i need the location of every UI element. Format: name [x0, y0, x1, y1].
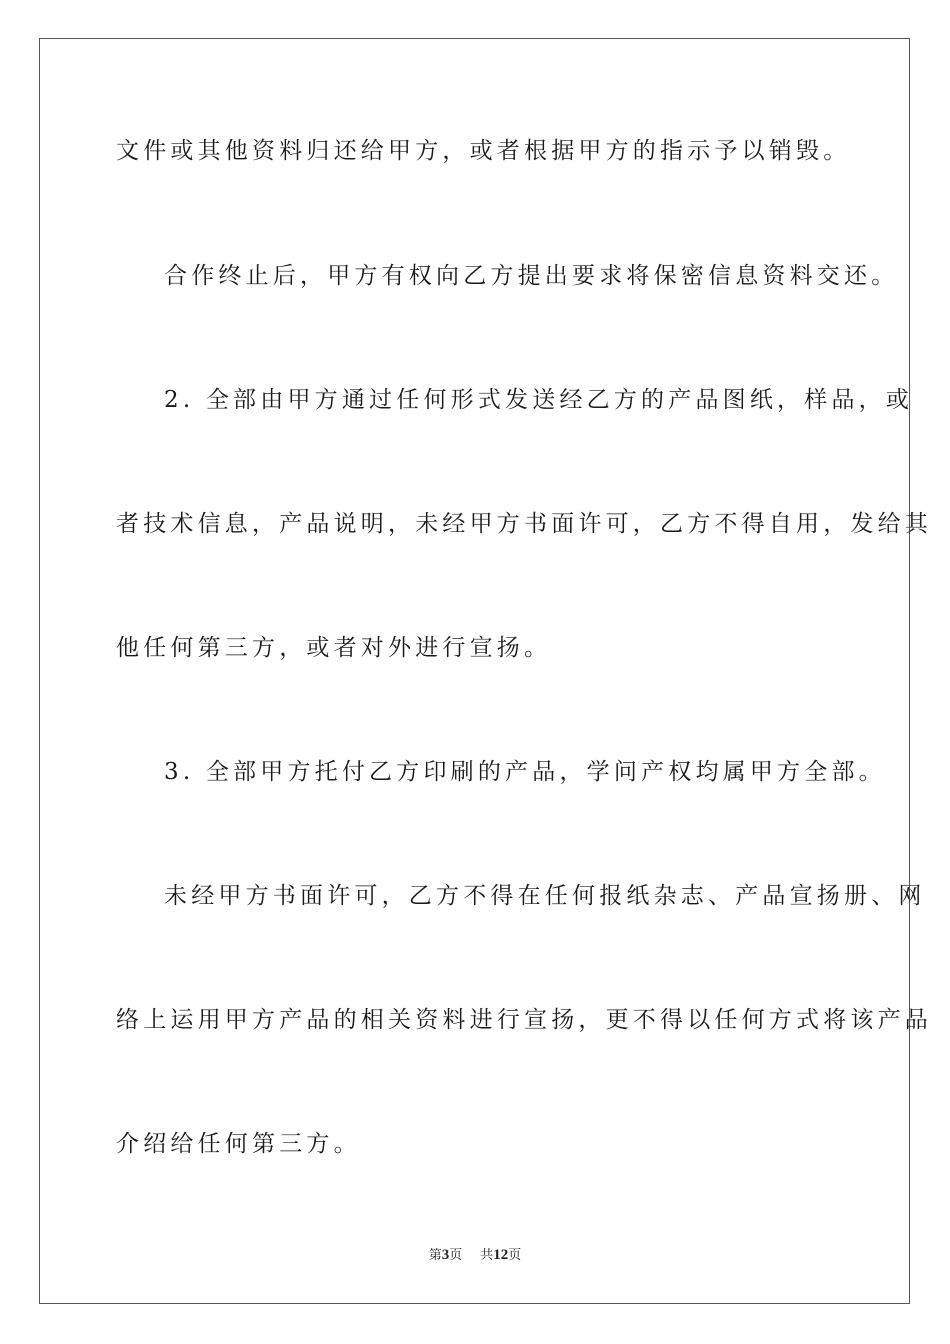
paragraph-line: 者技术信息，产品说明，未经甲方书面许可，乙方不得自用，发给其 — [116, 511, 932, 537]
paragraph-line: 2. 全部由甲方通过任何形式发送经乙方的产品图纸，样品，或 — [164, 387, 914, 413]
paragraph-line: 文件或其他资料归还给甲方，或者根据甲方的指示予以销毁。 — [116, 138, 851, 164]
paragraph-line: 络上运用甲方产品的相关资料进行宣扬，更不得以任何方式将该产品 — [116, 1007, 932, 1033]
paragraph-line: 未经甲方书面许可，乙方不得在任何报纸杂志、产品宣扬册、网 — [164, 883, 926, 909]
paragraph-line: 3. 全部甲方托付乙方印刷的产品，学问产权均属甲方全部。 — [164, 759, 886, 785]
page-border — [39, 38, 932, 1304]
page-suffix: 页 — [449, 1248, 463, 1263]
current-page-number: 3 — [441, 1247, 450, 1263]
total-prefix: 共 — [480, 1248, 494, 1263]
page-footer — [0, 1246, 950, 1265]
page-prefix: 第 — [428, 1248, 442, 1263]
total-pages-number: 12 — [493, 1247, 509, 1263]
paragraph-line: 合作终止后，甲方有权向乙方提出要求将保密信息资料交还。 — [164, 263, 899, 289]
paragraph-line: 介绍给任何第三方。 — [116, 1131, 361, 1157]
paragraph-line: 他任何第三方，或者对外进行宣扬。 — [116, 635, 552, 661]
total-suffix: 页 — [508, 1248, 522, 1263]
